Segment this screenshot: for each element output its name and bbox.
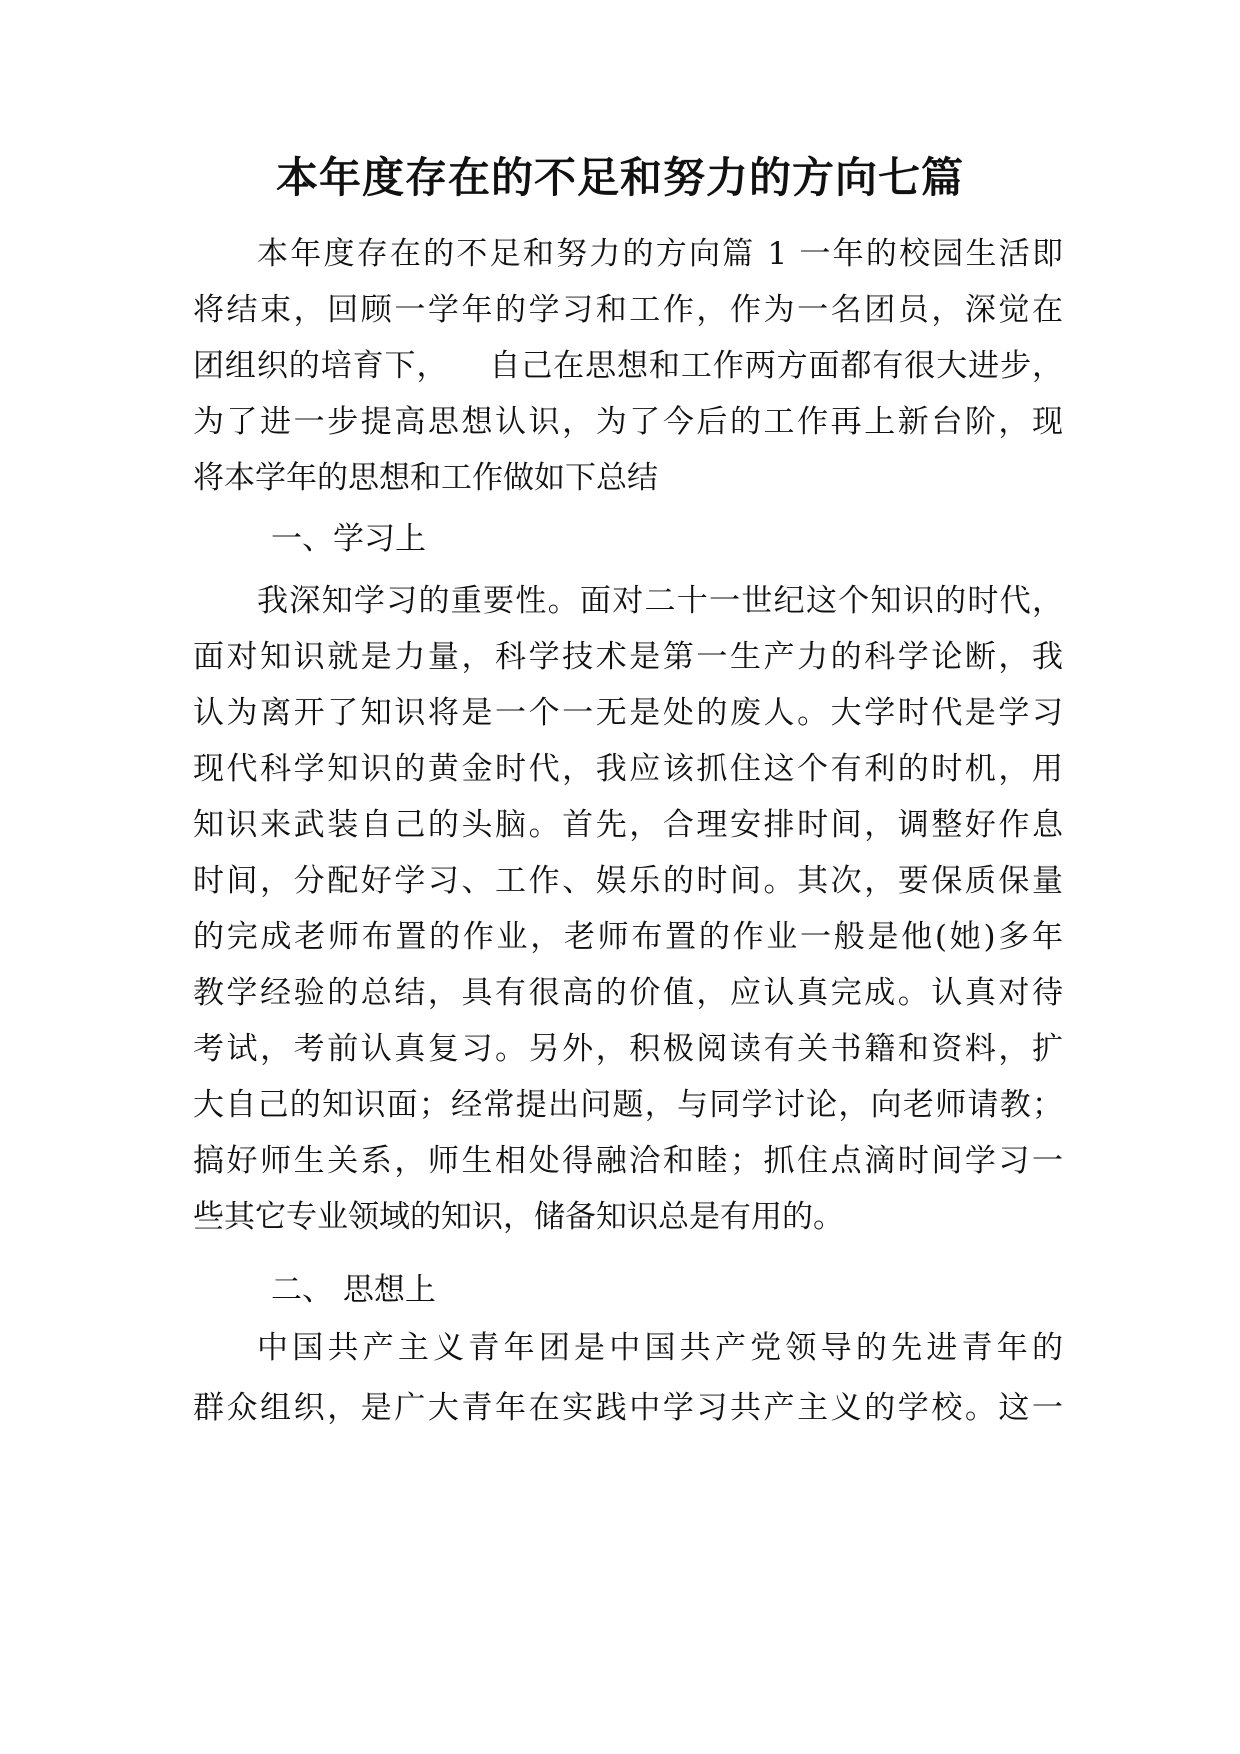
document-title: 本年度存在的不足和努力的方向七篇 (275, 153, 964, 202)
paragraph-line (193, 338, 1063, 394)
section-heading-text: 一、学习上 (271, 521, 426, 557)
section-heading-text: 二、 思想上 (271, 1272, 436, 1308)
paragraph-line-part: 团组织的培育下， (193, 348, 449, 384)
paragraph-line: 考试，考前认真复习。另外，积极阅读有关书籍和资料，扩 (193, 1031, 1063, 1067)
paragraph-line: 将结束，回顾一学年的学习和工作，作为一名团员，深觉在 (193, 292, 1063, 328)
paragraph-line: 我深知学习的重要性。面对二十一世纪这个知识的时代， (257, 583, 1063, 619)
paragraph-line: 些其它专业领域的知识，储备知识总是有用的。 (193, 1199, 844, 1235)
paragraph-line: 中国共产主义青年团是中国共产党领导的先进青年的 (257, 1330, 1063, 1366)
paragraph-line: 的完成老师布置的作业，老师布置的作业一般是他(她)多年 (193, 919, 1063, 955)
paragraph-line: 本年度存在的不足和努力的方向篇 1 一年的校园生活即 (257, 236, 1063, 272)
paragraph-line: 认为离开了知识将是一个一无是处的废人。大学时代是学习 (193, 695, 1063, 731)
paragraph-line: 教学经验的总结，具有很高的价值，应认真完成。认真对待 (193, 975, 1063, 1011)
paragraph-line-part: 自己在思想和工作两方面都有很大进步， (488, 348, 1064, 384)
paragraph-line: 面对知识就是力量，科学技术是第一生产力的科学论断，我 (193, 639, 1063, 675)
section-heading-thought (193, 1262, 1063, 1318)
paragraph-line: 时间，分配好学习、工作、娱乐的时间。其次，要保质保量 (193, 863, 1063, 899)
paragraph-line: 为了进一步提高思想认识，为了今后的工作再上新台阶，现 (193, 404, 1063, 440)
paragraph-study (193, 573, 1063, 1245)
paragraph-thought (193, 1318, 1063, 1438)
paragraph-intro (193, 226, 1063, 506)
paragraph-line: 将本学年的思想和工作做如下总结 (193, 460, 658, 496)
paragraph-line: 大自己的知识面；经常提出问题，与同学讨论，向老师请教； (193, 1087, 1063, 1123)
section-heading-study (193, 511, 1063, 567)
paragraph-line: 群众组织，是广大青年在实践中学习共产主义的学校。这一 (193, 1390, 1063, 1426)
paragraph-line: 知识来武装自己的头脑。首先，合理安排时间，调整好作息 (193, 807, 1063, 843)
paragraph-line: 搞好师生关系，师生相处得融洽和睦；抓住点滴时间学习一 (193, 1143, 1063, 1179)
paragraph-line: 现代科学知识的黄金时代，我应该抓住这个有利的时机，用 (193, 751, 1063, 787)
